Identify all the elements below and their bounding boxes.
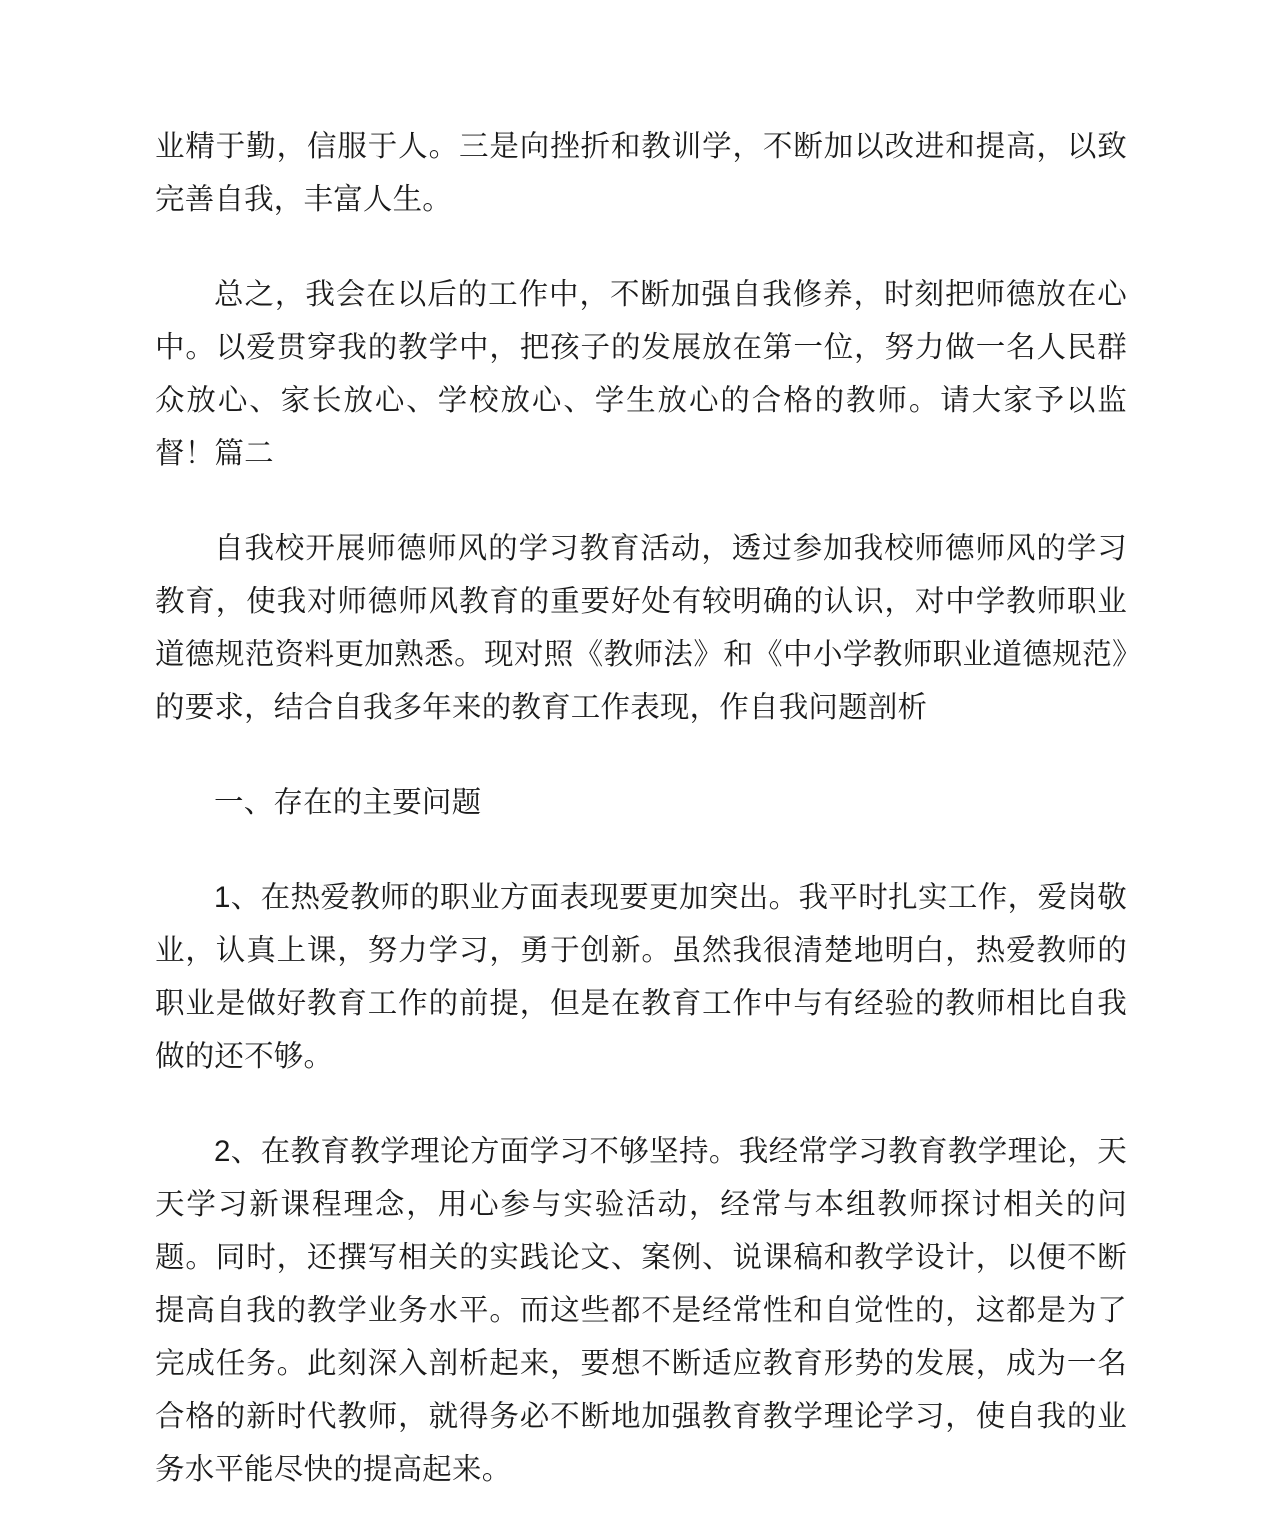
document-text-body <box>155 120 1127 1496</box>
paragraph-item-2-teaching-theory: 2、在教育教学理论方面学习不够坚持。我经常学习教育教学理论，天天学习新课程理念，用心参与实验活动，经常与本组教师探讨相关的问题。同时，还撰写相关的实践论文、案例、说课稿和教学设计，以便不断提高自我的教学业务水平。而这些都不是经常性和自觉性的，这都是为了完成任务。此刻深入剖析起来，要想不断适应教育形势的发展，成为一名合格的新时代教师，就得务必不断地加强教育教学理论学习，使自我的业务水平能尽快的提高起来。 <box>155 1135 1127 1486</box>
paragraph-business-diligence: 业精于勤，信服于人。三是向挫折和教训学，不断加以改进和提高，以致完善自我，丰富人生。 <box>155 130 1127 216</box>
paragraph-school-ethics-training: 自我校开展师德师风的学习教育活动，透过参加我校师德师风的学习教育，使我对师德师风教育的重要好处有较明确的认识，对中学教师职业道德规范资料更加熟悉。现对照《教师法》和《中小学教师职业道德规范》的要求，结合自我多年来的教育工作表现，作自我问题剖析 <box>155 532 1127 724</box>
paragraph-item-1-love-of-profession: 1、在热爱教师的职业方面表现要更加突出。我平时扎实工作，爱岗敬业，认真上课，努力学习，勇于创新。虽然我很清楚地明白，热爱教师的职业是做好教育工作的前提，但是在教育工作中与有经验的教师相比自我做的还不够。 <box>155 881 1127 1073</box>
section-heading-main-problems: 一、存在的主要问题 <box>214 786 482 819</box>
paragraph-conclusion-self-cultivation: 总之，我会在以后的工作中，不断加强自我修养，时刻把师德放在心中。以爱贯穿我的教学中，把孩子的发展放在第一位，努力做一名人民群众放心、家长放心、学校放心、学生放心的合格的教师。请大家予以监督！篇二 <box>155 278 1127 470</box>
